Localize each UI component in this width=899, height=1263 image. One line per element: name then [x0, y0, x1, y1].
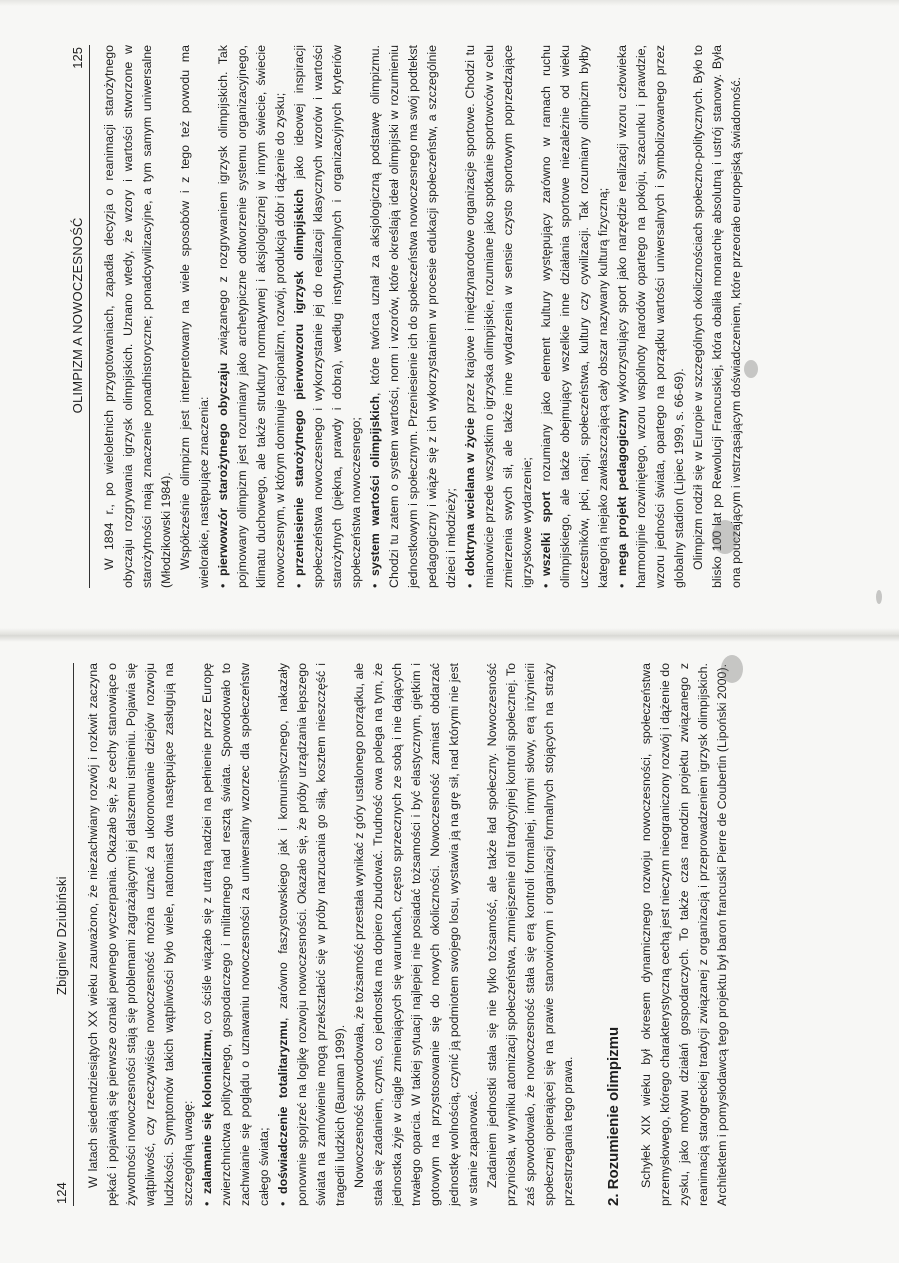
bullet-text: wykorzystujący sport jako narzędzie realizacji wzoru człowieka harmonijnie rozwiniętego, wzoru wspólnoty narodów opartego na pokoju, szacunku i prawdzie, wzoru jedności świata, opartego na porządku wartości uniwersalnych i symbolizowanego przez globalny stadion (Lipiec 1999, s. 66-69). [615, 45, 686, 588]
bullet-term: zalamanie się kolonializmu [200, 1032, 214, 1194]
section-heading: 2. Rozumienie olimpizmu [605, 1026, 622, 1206]
bullet-icon: • [615, 583, 629, 588]
bullet-term: system wartości olimpijskich [368, 395, 382, 576]
paragraph: W 1894 r., po wieloletnich przygotowaniach, zapadła decyzja o reanimacji starożytnego obyczaju rozgrywania igrzysk olimpijskich. Uznano wtedy, że wzory i wartości stworzone w starożytności mają znaczenie ponadhistoryczne; ponadcywilizacyjne, a tym samym uniwersalne (Młodzikowski 1984). [102, 45, 173, 588]
bullet-term: mega projekt pedagogiczny [615, 408, 629, 576]
bullet-term: doświadczenie totalitaryzmu [276, 1020, 290, 1194]
bullet-term: wszelki sport [539, 491, 553, 576]
bullet-term: doktryna wcielana w życie [463, 417, 477, 576]
running-head [64, 45, 90, 588]
scan-speck [712, 520, 738, 554]
bullet-text: związanego z rozgrywaniem igrzysk olimpijskich. Tak pojmowany olimpizm jest rozumiany jako archetypiczne odtworzenie systemu organizacyjnego, klimatu duchowego, ale także struktury normatywnej i aksjologicznej w innym świecie, świecie nowoczesnym, w którym dominuje racjonalizm, rozwój, produkcja dóbr i dążenie do zysku; [216, 45, 287, 588]
running-head-title: Zbigniew Dziubiński [54, 876, 69, 995]
bullet-icon: • [216, 583, 230, 588]
bullet-icon: • [539, 583, 553, 588]
bullet-icon: • [368, 583, 382, 588]
bullet-text: jako ideowej inspiracji społeczeństwa nowoczesnego i wykorzystanie jej do realizacji klasycznych wzorów i wartości starożytnych (piękna, prawdy i dobra), według instytucjonalnych i organizacyjnych kryteriów społeczeństwa nowoczesnego; [292, 44, 363, 588]
page-125 [64, 39, 899, 594]
paragraph: Olimpizm rodził się w Europie w szczególnych okolicznościach społeczno-politycznych. Było to blisko 100 lat po Rewolucji Francuskiej, która obaliła monarchię absolutną i ustrój stanowy. Była ona pouczającym i wstrząsającym doświadczeniem, które przeorało europejską świadomość. [691, 45, 743, 588]
bullet-text: , co ściśle wiązało się z utratą nadziei na pełnienie przez Europę zwierzchnictwa politycznego, gospodarczego i militarnego nad resztą świata. Spowodowało to zachwianie się poglądu o uznawaniu nowoczesności za uniwersalny wzorzec dla społeczeństw całego świata; [200, 662, 271, 1206]
bullet-icon: • [200, 1201, 214, 1206]
scan-edge [0, 0, 899, 6]
page-124 [48, 657, 899, 1212]
bullet-item [537, 45, 613, 588]
book-spine-shadow [0, 628, 899, 642]
bullet-item [461, 45, 537, 588]
paragraph: Nowoczesność spowodowała, że tożsamość przestała wynikać z góry ustalonego porządku, ale stała się zadaniem, czymś, co jednostka ma dopiero zbudować. Trudność owa polega na tym, że jednostka żyje w ciągle zmieniających się warunkach, często sprzecznych ze sobą i nie dających trwałego oparcia. W takiej sytuacji najlepiej nie posiadać tożsamości i być elastycznym, giętkim i gotowym na przystosowanie się do nowych okoliczności. Nowoczesność zamiast obdarzać jednostkę wolnością, czynić ją podmiotem swojego losu, wystawia ją na grę sił, nad którymi nie jest w stanie zapanować. [352, 663, 480, 1206]
bullet-icon: • [292, 583, 306, 588]
bullet-text: przez krajowe i międzynarodowe organizacje sportowe. Chodzi tu mianowicie przede wszystkim o igrzyska olimpijskie, rozumiane jako spotkanie sportowców w celu zmierzenia swych sił, ale także inne wydarzenia w sensie czysto sportowym poprzedzające igrzyskowe wydarzenie; [463, 44, 534, 588]
bullet-text: rozumiany jako element kultury występujący zarówno w ramach ruchu olimpijskiego, ale także obejmujący wszelkie inne działania sportowe niezależnie od wieku uczestników, płci, nacji, społeczeństwa, kultury czy cywilizacji. Tak rozumiany olimpizm byłby kategorią niejako zawłaszczającą cały obszar nazywany kulturą fizyczną; [539, 44, 610, 588]
paragraph: Współcześnie olimpizm jest interpretowany na wiele sposobów i z tego też powodu ma wielorakie, następujące znaczenia: [178, 45, 211, 588]
bullet-icon: • [276, 1201, 290, 1206]
bullet-term: przeniesienie starożytnego pierwowzoru igrzysk olimpijskich [292, 188, 306, 576]
running-head [48, 663, 74, 1206]
bullet-item [290, 45, 366, 588]
bullet-item [198, 663, 274, 1206]
scan-speck [876, 590, 882, 604]
scan-speck [744, 360, 758, 378]
bullet-item [366, 45, 461, 588]
paragraph: Zadaniem jednostki stała się nie tylko tożsamość, ale także ład społeczny. Nowoczesność przyniosła, w wyniku atomizacji społeczeństwa, zmniejszenie roli tradycyjnej kontroli społecznej. To zaś spowodowało, że nowoczesność stała się erą kontroli formalnej, innymi słowy, erą inżynierii społecznej opierającej się na prawie stanowionym i organizacji formalnych stojących na straży przestrzegania tego prawa. [485, 663, 575, 1206]
bullet-item [214, 45, 290, 588]
bullet-text: , zarówno faszystowskiego jak i komunistycznego, nakazały ponownie spojrzeć na logikę rozwoju nowoczesności. Okazało się, że próby urządzania lepszego świata na zamówienie mogą przekształcić się w próby narzucania go siłą, kosztem nieszczęść i tragedii ludzkich (Bauman 1999). [276, 663, 347, 1206]
page-number: 125 [70, 47, 85, 69]
scan-speck [721, 655, 743, 683]
running-head-title: OLIMPIZM A NOWOCZESNOŚĆ [70, 217, 85, 414]
paragraph: Schyłek XIX wieku był okresem dynamicznego rozwoju nowoczesności, społeczeństwa przemysłowego, którego charakterystyczną cechą jest nieczym nieograniczony rozwój i dążenie do zysku, jako motywu działań gospodarczych. To także czas narodzin projektu związanego z reanimacją starogreckiej tradycji związanej z organizacją i przeprowadzeniem igrzysk olimpijskich. Architektem i pomysłodawcą tego projektu był baron francuski Pierre de Coubertin (Lipoński 2000). [639, 663, 729, 1206]
bullet-item [613, 45, 689, 588]
bullet-item [274, 663, 350, 1206]
bullet-icon: • [463, 583, 477, 588]
bullet-text: , które twórca uznał za aksjologiczną podstawę olimpizmu. Chodzi tu zatem o system wartości, norm i wzorów, które określają ideał olimpijski w rozumieniu jednostkowym i społecznym. Przeniesienie ich do społeczeństwa nowoczesnego ma swój podtekst pedagogiczny i wiąże się z ich wykorzystaniem w procesie edukacji społeczeństw, a szczególnie dzieci i młodzieży; [368, 45, 458, 588]
page-number: 124 [54, 1182, 69, 1204]
bullet-term: pierwowzór starożytnego obyczaju [216, 362, 230, 576]
paragraph: W latach siedemdziesiątych XX wieku zauważono, że niezachwiany rozwój i rozkwit zaczyna pękać i pojawiają się pierwsze oznaki pewnego wyczerpania. Okazało się, że cechy stanowiące o żywotności nowoczesności stają się problemami zagrażającymi jej dalszemu istnieniu. Pojawia się wątpliwość, czy rzeczywiście nowoczesność można uznać za ukoronowanie dziejów rozwoju ludzkości. Symptomów takich wątpliwości było wiele, natomiast dwa następujące zasługują na szczególną uwagę: [86, 663, 195, 1206]
